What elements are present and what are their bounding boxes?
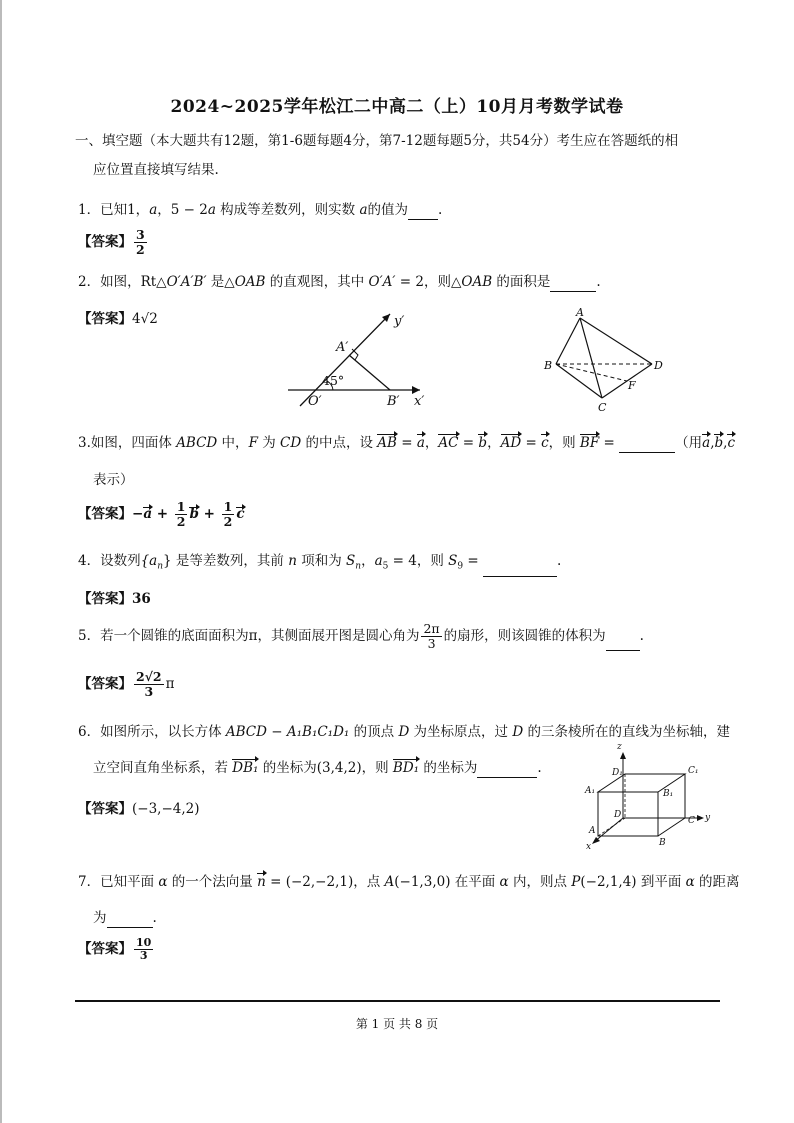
label-b1: B₁ — [663, 789, 674, 799]
label-axis-y: y — [705, 813, 711, 823]
answer-7: 【答案】 $\frac{10}{3}$ — [78, 936, 152, 962]
answer-6: 【答案】(−3,−4,2) — [78, 801, 200, 817]
question-2: 2．如图，Rt△O′A′B′ 是△OAB 的直观图，其中 O′A′ = 2，则△OAB 的面积是 . — [78, 274, 601, 290]
answer-1: 【答案】 $\frac{3}{2}$ — [78, 227, 145, 257]
question-4: 4．设数列$\{a_n\}$ 是等差数列，其前 n 项和为 $S_n$，$a_5 = 4$，则 $S_9$ = . — [78, 551, 561, 577]
answer-blank — [107, 913, 153, 928]
question-3: 3.如图，四面体 ABCD 中，F 为 CD 的中点，设 AB = a，AC = b，AD = c，则 BF = （用a,b,c — [78, 435, 735, 451]
page-title: 2024~2025学年松江二中高二（上）10月月考数学试卷 — [170, 97, 624, 117]
label-angle-45: 45° — [322, 373, 345, 388]
section-header-line1: 一、填空题（本大题共有12题，第1-6题每题4分，第7-12题每题5分，共54分）考生应在答题纸的相 — [75, 133, 679, 149]
question-5: 5．若一个圆锥的底面面积为π，其侧面展开图是圆心角为 $\frac{2\pi}{3}$ 的扇形，则该圆锥的体积为 . — [78, 621, 644, 651]
question-6: 6．如图所示，以长方体 ABCD − A₁B₁C₁D₁ 的顶点 D 为坐标原点，过 D 的三条棱所在的直线为坐标轴，建 — [78, 724, 730, 740]
answer-3: 【答案】−a + $\frac{1}{2}$ b + $\frac{1}{2}$ c — [78, 499, 245, 529]
label-d1: D₁ — [612, 768, 623, 778]
answer-4: 【答案】36 — [78, 591, 151, 607]
question-3-line2: 表示） — [93, 472, 134, 488]
question-7-line2: 为 . — [93, 910, 157, 926]
label-c: C — [688, 816, 695, 826]
label-b: B — [659, 838, 666, 848]
question-6-line2: 立空间直角坐标系，若 DB₁ 的坐标为(3,4,2)，则 BD₁ 的坐标为 . — [93, 760, 542, 776]
label-tetra-d: D — [654, 359, 663, 372]
section-header-line2: 应位置直接填写结果. — [93, 162, 219, 178]
label-d: D — [614, 810, 622, 820]
answer-5: 【答案】 $\frac{2√2}{3}$ π — [78, 669, 175, 699]
footer-divider — [75, 1000, 720, 1002]
label-tetra-c: C — [598, 401, 607, 414]
label-o-prime: O′ — [308, 394, 322, 409]
answer-2: 【答案】4√2 — [78, 311, 158, 327]
question-1: 1．已知1，a，5 − 2a 构成等差数列，则实数 a的值为 . — [78, 202, 443, 218]
label-tetra-a: A — [576, 306, 584, 319]
label-c1: C₁ — [688, 766, 699, 776]
label-a-prime: A′ — [336, 340, 349, 355]
label-a1: A₁ — [585, 786, 596, 796]
label-axis-z: z — [617, 742, 622, 752]
label-a: A — [589, 826, 596, 836]
label-x-axis: x′ — [414, 394, 425, 409]
label-tetra-b: B — [544, 359, 553, 372]
question-7: 7．已知平面 α 的一个法向量 n = (−2,−2,1)，点 A(−1,3,0) 在平面 α 内，则点 P(−2,1,4) 到平面 α 的距离 — [78, 874, 740, 890]
page-footer: 第 1 页 共 8 页 — [355, 1017, 439, 1031]
label-b-prime: B′ — [387, 394, 400, 409]
label-y-axis: y′ — [394, 314, 405, 329]
label-tetra-f: F — [628, 379, 636, 392]
label-axis-x: x — [586, 842, 592, 852]
